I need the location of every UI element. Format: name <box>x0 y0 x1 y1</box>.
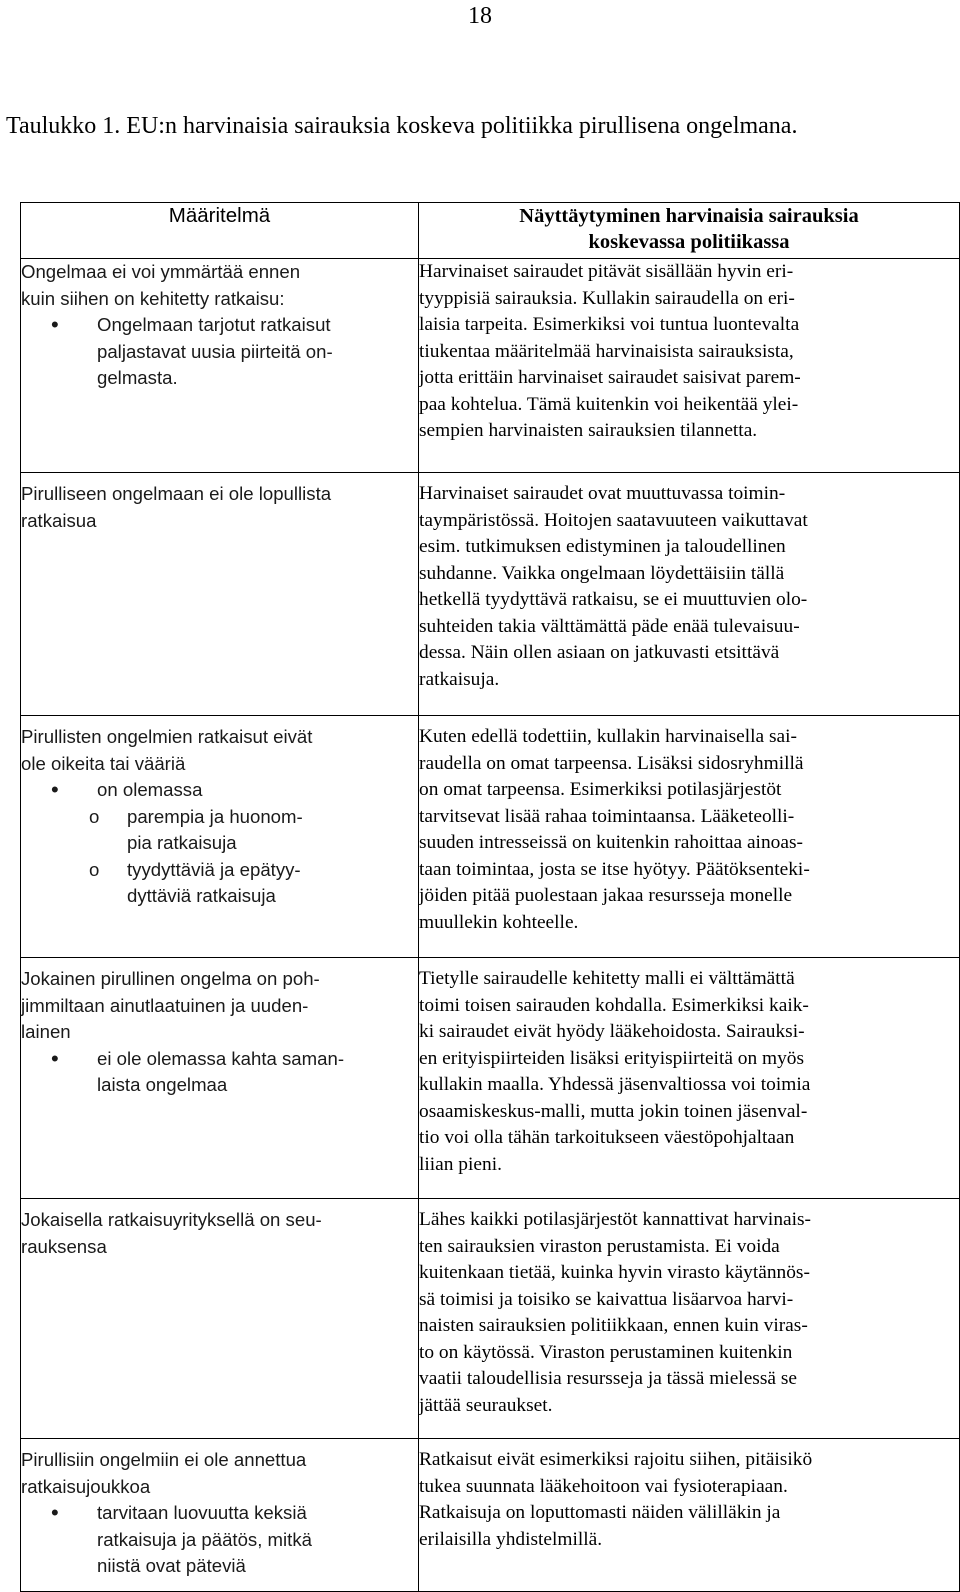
cell-line: hetkellä tyydyttävä ratkaisu, se ei muuttuvien olo- <box>419 589 808 610</box>
cell-line: tukea suunnata lääkehoitoon vai fysioterapiaan. <box>419 1475 788 1497</box>
sub-bullet-item <box>51 804 418 857</box>
table-row <box>21 1199 960 1439</box>
cell-line: • Ongelmaan tarjotut ratkaisut <box>97 314 331 335</box>
cell-line: sä toimisi ja toisiko se kaivattua lisäarvoa harvi- <box>419 1288 794 1310</box>
cell-line: en erityispiirteiden lisäksi erityispiirteitä on myös <box>419 1047 805 1069</box>
cell-line: tiukentaa määritelmää harvinaisista sairauksista, <box>419 340 794 362</box>
sub-bullet-item <box>51 857 418 910</box>
table-caption: Taulukko 1. EU:n harvinaisia sairauksia koskeva politiikka pirullisena ongelmana. <box>6 113 798 139</box>
cell-line: ki sairaudet eivät hyödy lääkehoidosta. Sairauksi- <box>419 1021 805 1042</box>
table-header-row <box>21 203 960 259</box>
cell-line: sempien harvinaisten sairauksien tilannetta. <box>419 420 758 441</box>
definition-cell <box>21 958 419 1199</box>
cell-line: Pirullisiin ongelmiin ei ole annettua <box>21 1449 307 1470</box>
cell-line: suhteiden takia välttämättä päde enää tulevaisuu- <box>419 615 800 637</box>
cell-line: Pirullisten ongelmien ratkaisut eivät <box>21 726 313 747</box>
cell-line: to on käytössä. Viraston perustaminen kuitenkin <box>419 1341 793 1363</box>
cell-line: • ei ole olemassa kahta saman- <box>97 1047 345 1069</box>
cell-line: Kuten edellä todettiin, kullakin harvinaisella sai- <box>419 726 798 747</box>
cell-line: Jokaisella ratkaisuyrityksellä on seu- <box>21 1209 322 1230</box>
header-right-line: Näyttäytyminen harvinaisia sairauksia <box>519 205 859 227</box>
cell-line: osaamiskeskus-malli, mutta jokin toinen jäsenval- <box>419 1100 808 1122</box>
bullet-item <box>21 777 418 804</box>
cell-line: kuitenkaan tietää, kuinka hyvin virasto käytännös- <box>419 1262 810 1283</box>
cell-line: esim. tutkimuksen edistyminen ja taloudellinen <box>419 536 786 557</box>
table-row <box>21 473 960 716</box>
manifestation-cell <box>419 958 960 1199</box>
cell-line: naisten sairauksien politiikkaan, ennen kuin viras- <box>419 1315 808 1336</box>
cell-line: ole oikeita tai vääriä <box>21 752 186 774</box>
cell-line: • tarvitaan luovuutta keksiä <box>97 1502 307 1523</box>
cell-line: dyttäviä ratkaisuja <box>127 885 276 906</box>
cell-line: paa kohtelua. Tämä kuitenkin voi heikentää ylei- <box>419 393 799 415</box>
cell-line: gelmasta. <box>97 367 178 388</box>
table-row <box>21 958 960 1199</box>
wicked-problem-table <box>20 202 960 1592</box>
table-row <box>21 259 960 473</box>
bullet-list <box>21 1500 418 1580</box>
bullet-list <box>21 777 418 804</box>
bullet-item <box>21 1500 418 1580</box>
cell-line: jimmiltaan ainutlaatuinen ja uuden- <box>21 994 309 1016</box>
cell-line: Pirulliseen ongelmaan ei ole lopullista <box>21 483 332 504</box>
cell-line: Harvinaiset sairaudet ovat muuttuvassa toimin- <box>419 483 786 504</box>
cell-line: ratkaisua <box>21 509 97 531</box>
cell-line: muullekin kohteelle. <box>419 911 579 933</box>
bullet-list <box>21 1046 418 1099</box>
cell-line: tarvitsevat lisää rahaa toimintaansa. Lääketeolli- <box>419 805 795 827</box>
cell-line: pia ratkaisuja <box>127 832 237 853</box>
cell-line: Lähes kaikki potilasjärjestöt kannattivat harvinais- <box>419 1209 812 1230</box>
cell-line: ten sairauksien viraston perustamista. Ei voida <box>419 1235 780 1257</box>
cell-line: toimi toisen sairauden kohdalla. Esimerkiksi kaik- <box>419 994 809 1016</box>
cell-line: dessa. Näin ollen asiaan on jatkuvasti etsittävä <box>419 642 780 663</box>
cell-line: • on olemassa <box>97 779 203 800</box>
cell-line: rauksensa <box>21 1235 107 1257</box>
cell-line: taympäristössä. Hoitojen saatavuuteen vaikuttavat <box>419 509 808 531</box>
cell-line: ratkaisujoukkoa <box>21 1475 151 1497</box>
cell-line: parempia ja huonom- <box>127 805 303 827</box>
cell-line: suhdanne. Vaikka ongelmaan löydettäisiin tällä <box>419 562 785 584</box>
cell-line: erilaisilla yhdistelmillä. <box>419 1528 603 1550</box>
cell-line: liian pieni. <box>419 1153 502 1175</box>
cell-line: jättää seuraukset. <box>419 1394 553 1416</box>
cell-line: tyydyttäviä ja epätyy- <box>127 858 301 880</box>
cell-line: laista ongelmaa <box>97 1074 228 1095</box>
cell-line: on omat tarpeensa. Esimerkiksi potilasjärjestöt <box>419 779 782 800</box>
table-row <box>21 716 960 958</box>
header-manifestation <box>419 203 960 259</box>
cell-line: vaatii taloudellisia resursseja ja tässä mielessä se <box>419 1368 797 1389</box>
cell-line: tyyppisiä sairauksia. Kullakin sairaudella on eri- <box>419 287 795 309</box>
header-definition: Määritelmä <box>21 203 419 259</box>
cell-line: paljastavat uusia piirteitä on- <box>97 340 333 362</box>
table-row <box>21 1439 960 1592</box>
definition-cell <box>21 1439 419 1592</box>
cell-line: kullakin maalla. Yhdessä jäsenvaltiossa voi toimia <box>419 1074 811 1095</box>
manifestation-cell <box>419 716 960 958</box>
cell-line: Ratkaisuja on loputtomasti näiden välilläkin ja <box>419 1502 781 1523</box>
definition-cell <box>21 1199 419 1439</box>
cell-line: tio voi olla tähän tarkoitukseen väestöpohjaltaan <box>419 1127 795 1148</box>
sub-bullet-marker: o <box>89 805 100 827</box>
bullet-item <box>21 312 418 392</box>
definition-cell <box>21 259 419 473</box>
page-number: 18 <box>468 3 492 29</box>
manifestation-cell <box>419 1199 960 1439</box>
cell-line: niistä ovat päteviä <box>97 1555 246 1576</box>
cell-line: suuden intresseissä on kuitenkin rahoittaa ainoas- <box>419 832 803 853</box>
cell-line: jöiden pitää puolestaan jakaa resursseja monelle <box>419 885 793 906</box>
manifestation-cell <box>419 259 960 473</box>
bullet-item <box>21 1046 418 1099</box>
cell-line: Jokainen pirullinen ongelma on poh- <box>21 968 320 989</box>
sub-bullet-list <box>21 804 418 910</box>
definition-cell <box>21 716 419 958</box>
cell-line: Ongelmaa ei voi ymmärtää ennen <box>21 261 301 282</box>
cell-line: Harvinaiset sairaudet pitävät sisällään hyvin eri- <box>419 261 794 282</box>
definition-cell <box>21 473 419 716</box>
sub-bullet-marker: o <box>89 858 100 880</box>
cell-line: laisia tarpeita. Esimerkiksi voi tuntua luontevalta <box>419 314 800 335</box>
cell-line: Tietylle sairaudelle kehitetty malli ei välttämättä <box>419 968 795 989</box>
cell-line: lainen <box>21 1021 71 1042</box>
cell-line: ratkaisuja ja päätös, mitkä <box>97 1528 312 1550</box>
manifestation-cell <box>419 473 960 716</box>
cell-line: raudella on omat tarpeensa. Lisäksi sidosryhmillä <box>419 752 804 774</box>
bullet-list <box>21 312 418 392</box>
cell-line: kuin siihen on kehitetty ratkaisu: <box>21 287 285 309</box>
manifestation-cell <box>419 1439 960 1592</box>
cell-line: jotta erittäin harvinaiset sairaudet saisivat parem- <box>419 367 801 388</box>
cell-line: taan toimintaa, josta se itse hyötyy. Päätöksenteki- <box>419 858 810 880</box>
cell-line: ratkaisuja. <box>419 668 500 690</box>
header-right-line: koskevassa politiikassa <box>588 231 790 253</box>
cell-line: Ratkaisut eivät esimerkiksi rajoitu siihen, pitäisikö <box>419 1449 813 1470</box>
